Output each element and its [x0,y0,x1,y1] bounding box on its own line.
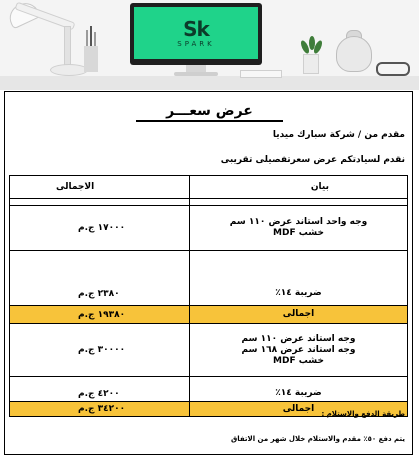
table-row [10,377,408,402]
offer1-tax-amount: ٢٣٨٠ ج.م [10,251,190,306]
header-total: الاجمالى [10,176,190,199]
title-wrap [0,100,419,122]
spark-logo-text: SPARK [177,39,215,48]
offer2-item-line2: وجه استاند عرض ١٦٨ سم [241,344,356,355]
offer2-item-line1: وجه استاند عرض ١١٠ سم [241,333,356,344]
offer2-total-amount: ٣٤٢٠٠ ج.م [10,402,190,417]
offer1-total-row [10,306,408,324]
header-banner-image [0,0,419,90]
pen-icon [90,26,92,46]
lamp-base [50,64,88,76]
table-row [10,251,408,306]
glasses-icon [376,62,410,76]
offer2-tax-label: ضريبة ١٤٪ [190,377,408,402]
offer1-item-line1: وجه واحد استاند عرض ١١٠ سم [229,217,368,227]
kettle-icon [336,36,372,72]
payment-heading: طريقة الدفع والاستلام : [321,410,405,418]
offer2-tax-amount: ٤٢٠٠ ج.م [10,377,190,402]
offer2-total-label: اجمالى [190,402,408,417]
table-row [10,199,408,206]
offer2-item-amount: ٣٠٠٠٠ ج.م [10,324,190,377]
table-header-row [10,176,408,199]
quote-table [9,175,408,417]
offer1-total-amount: ١٩٣٨٠ ج.م [10,306,190,324]
payment-terms: يتم دفع ٥٠٪ مقدم والاستلام خلال شهر من الاتفاق [230,435,405,443]
lamp-pole [64,26,71,68]
monitor-screen [134,7,258,59]
table-row [10,324,408,377]
offer2-item-line3: خشب MDF [273,355,324,366]
offer2-item-description [190,324,408,377]
monitor-icon [130,3,262,65]
pen-cup-icon [84,46,98,72]
spark-logo: Sk [183,16,209,41]
offer1-item-description [190,206,408,251]
intro-line: نقدم لسيادتكم عرض سعرتفصيلى تقريبى [220,155,405,165]
desk-surface [0,76,419,90]
offer1-tax-label: ضريبة ١٤٪ [190,251,408,306]
monitor-foot [174,72,218,76]
offer1-item-amount: ١٧٠٠٠ ج.م [10,206,190,251]
offer1-item-line2: خشب MDF [273,228,324,238]
offer1-total-label: اجمالى [190,306,408,324]
from-line: مقدم من / شركة سبارك ميديا [272,130,405,140]
plant-pot-icon [303,54,319,74]
header-description: بيان [190,176,408,199]
notebook-icon [240,70,282,78]
table-row [10,206,408,251]
document-title: عرض سعـــر [136,103,283,122]
